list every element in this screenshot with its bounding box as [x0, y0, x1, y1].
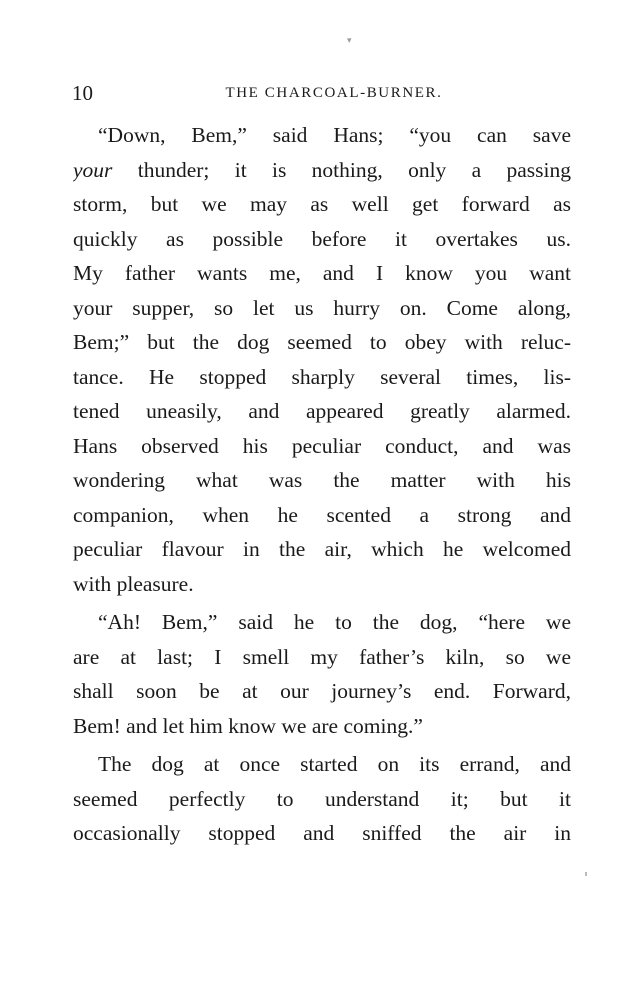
- text-line: Hans observed his peculiar conduct, and was: [73, 433, 571, 458]
- text-line: peculiar flavour in the air, which he welcomed: [73, 537, 571, 561]
- paragraph: [73, 747, 571, 851]
- text-line: wondering what was the matter with his: [73, 468, 571, 492]
- page-number: 10: [72, 81, 93, 105]
- text-line: Bem;” but the dog seemed to obey with reluc-: [73, 330, 571, 354]
- text-fragment: thunder; it is nothing, only a passing: [112, 157, 571, 182]
- text-line: Bem! and let him know we are coming.”: [73, 713, 423, 738]
- body-text: [73, 118, 571, 851]
- page-blemish: [585, 872, 587, 876]
- paragraph: [73, 605, 571, 743]
- text-line: storm, but we may as well get forward as: [73, 192, 571, 216]
- emphasized-word: your: [73, 157, 113, 182]
- text-line: seemed perfectly to understand it; but it: [73, 786, 571, 811]
- text-line: The dog at once started on its errand, and: [98, 752, 571, 776]
- running-head: [72, 80, 574, 106]
- text-line: your supper, so let us hurry on. Come along,: [73, 295, 571, 320]
- text-line: My father wants me, and I know you want: [73, 261, 571, 285]
- text-line: “Ah! Bem,” said he to the dog, “here we: [98, 610, 571, 634]
- text-line: companion, when he scented a strong and: [73, 502, 571, 527]
- text-line: [73, 153, 571, 188]
- text-line: “Down, Bem,” said Hans; “you can save: [98, 123, 571, 147]
- text-line: tance. He stopped sharply several times, lis-: [73, 364, 571, 389]
- text-line: quickly as possible before it overtakes us.: [73, 226, 571, 251]
- text-line: are at last; I smell my father’s kiln, so we: [73, 644, 571, 669]
- running-title: THE CHARCOAL-BURNER.: [225, 85, 443, 101]
- text-line: occasionally stopped and sniffed the air in: [73, 821, 571, 845]
- text-line: shall soon be at our journey’s end. Forward,: [73, 679, 571, 703]
- text-line: with pleasure.: [73, 571, 194, 596]
- text-line: tened uneasily, and appeared greatly alarmed.: [73, 399, 571, 423]
- ink-speck-icon: ▾: [347, 35, 352, 45]
- paragraph: [73, 118, 571, 601]
